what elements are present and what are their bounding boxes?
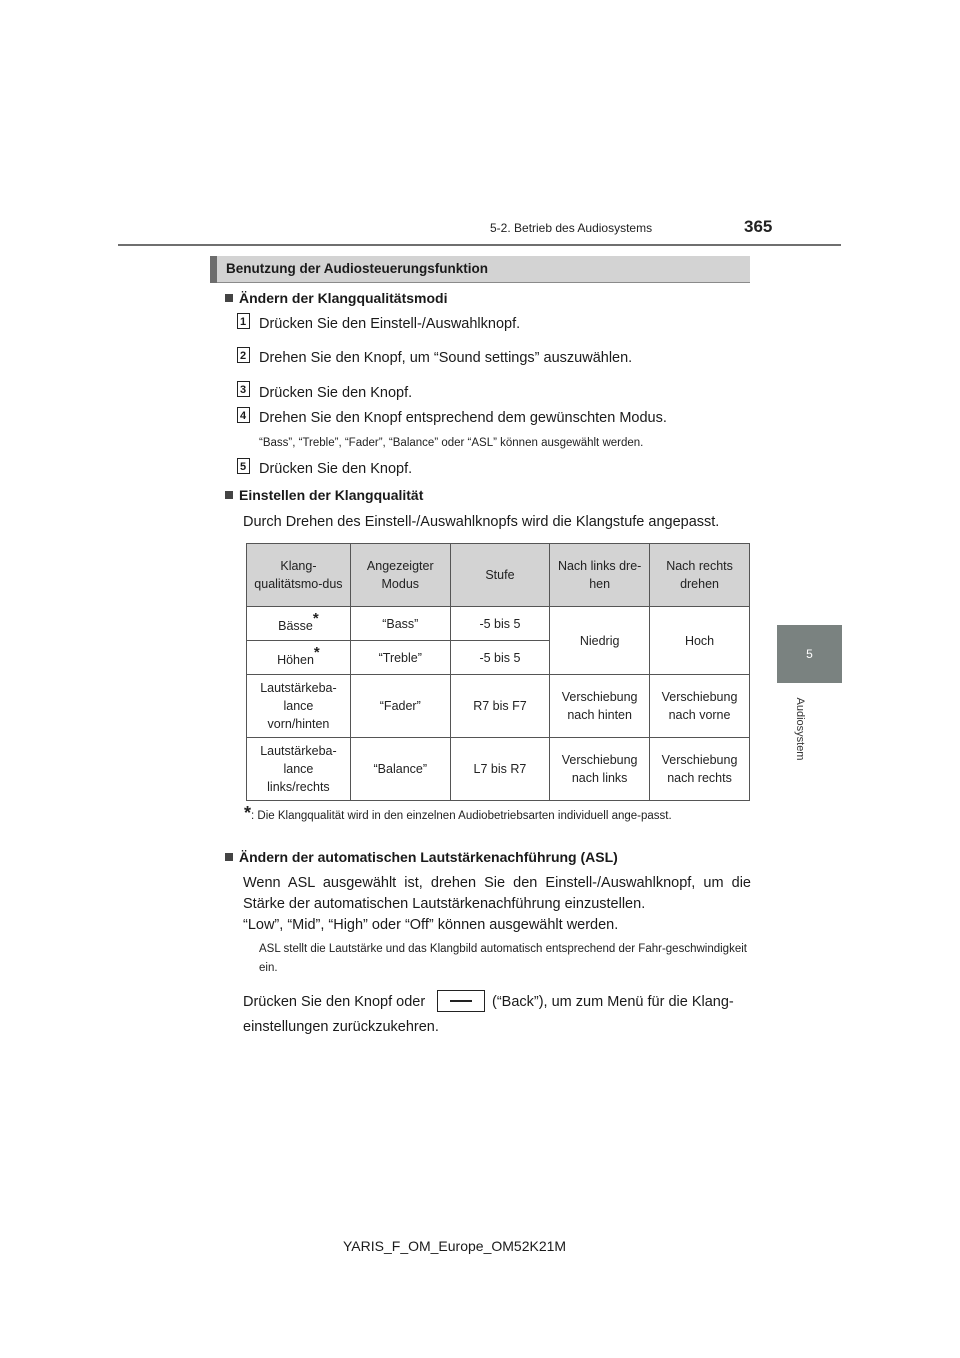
table-header-cell: Nach links dre-hen <box>550 544 650 607</box>
modes-note: “Bass”, “Treble”, “Fader”, “Balance” oder “ASL” können ausgewählt werden. <box>259 437 644 449</box>
table-cell: “Fader” <box>350 675 450 738</box>
table-cell: “Treble” <box>350 641 450 675</box>
sound-quality-description: Durch Drehen des Einstell-/Auswahlknopfs wird die Klangstufe angepasst. <box>243 514 720 530</box>
table-cell <box>247 641 351 675</box>
step-text-5: Drücken Sie den Knopf. <box>259 461 413 477</box>
table-cell: Lautstärkeba-lance vorn/hinten <box>247 675 351 738</box>
step-text-1: Drücken Sie den Einstell-/Auswahlknopf. <box>259 316 521 332</box>
table-header-cell: Klang-qualitätsmo-dus <box>247 544 351 607</box>
asl-note: ASL stellt die Lautstärke und das Klangbild automatisch entsprechend der Fahr-geschwindigkeit ein. <box>259 943 747 974</box>
bullet-square-icon <box>225 491 233 499</box>
sound-settings-table <box>246 543 750 801</box>
step-text-2: Drehen Sie den Knopf, um “Sound settings” auszuwählen. <box>259 350 633 366</box>
footnote-star: * <box>312 609 319 627</box>
table-row <box>247 675 750 738</box>
cell-text: Höhen <box>277 653 314 668</box>
footnote-star: * <box>244 803 252 823</box>
section-heading-marker <box>210 256 217 283</box>
step-number-1: 1 <box>237 313 250 329</box>
header-divider <box>118 244 841 246</box>
table-cell: Verschiebung nach rechts <box>650 738 750 801</box>
table-header-row <box>247 544 750 607</box>
table-cell <box>247 607 351 641</box>
cell-text: Bässe <box>278 619 313 634</box>
table-cell: R7 bis F7 <box>450 675 550 738</box>
table-cell: Lautstärkeba-lance links/rechts <box>247 738 351 801</box>
subheading-asl <box>225 849 618 865</box>
back-button-icon <box>437 990 485 1012</box>
header-section-title: 5-2. Betrieb des Audiosystems <box>490 221 653 235</box>
step-number-3: 3 <box>237 381 250 397</box>
section-heading-bar <box>210 256 750 283</box>
back-instruction-end: (“Back”), um zum Menü für die Klang- <box>492 994 734 1010</box>
table-cell: -5 bis 5 <box>450 607 550 641</box>
subheading-text: Einstellen der Klangqualität <box>239 487 424 503</box>
table-cell: Verschiebung nach vorne <box>650 675 750 738</box>
subheading-text: Ändern der automatischen Lautstärkenachführung (ASL) <box>239 849 618 865</box>
section-heading: Benutzung der Audiosteuerungsfunktion <box>226 261 488 276</box>
table-header-cell: Nach rechts drehen <box>650 544 750 607</box>
table-header-cell: Angezeigter Modus <box>350 544 450 607</box>
table-cell: -5 bis 5 <box>450 641 550 675</box>
chapter-tab: 5 <box>777 625 842 683</box>
table-header-cell: Stufe <box>450 544 550 607</box>
step-number-5: 5 <box>237 458 250 474</box>
step-number-4: 4 <box>237 407 250 423</box>
back-instruction-line2: einstellungen zurückzukehren. <box>243 1019 439 1035</box>
step-text-4: Drehen Sie den Knopf entsprechend dem gewünschten Modus. <box>259 410 667 426</box>
page-number: 365 <box>744 217 773 236</box>
document-code: YARIS_F_OM_Europe_OM52K21M <box>343 1238 567 1254</box>
table-row <box>247 607 750 641</box>
subheading-sound-quality <box>225 487 423 503</box>
back-instruction-start: Drücken Sie den Knopf oder <box>243 994 426 1010</box>
table-cell: “Balance” <box>350 738 450 801</box>
footnote-text: : Die Klangqualität wird in den einzelnen Audiobetriebsarten individuell ange-passt. <box>251 810 672 822</box>
table-cell: “Bass” <box>350 607 450 641</box>
subheading-text: Ändern der Klangqualitätsmodi <box>239 290 448 306</box>
table-footnote <box>244 804 750 825</box>
step-text-3: Drücken Sie den Knopf. <box>259 385 413 401</box>
asl-options: “Low”, “Mid”, “High” oder “Off” können ausgewählt werden. <box>243 917 619 933</box>
table-row <box>247 738 750 801</box>
table-cell: Verschiebung nach links <box>550 738 650 801</box>
bullet-square-icon <box>225 294 233 302</box>
step-number-2: 2 <box>237 347 250 363</box>
chapter-label-text: Audiosystem <box>794 697 806 761</box>
table-cell: L7 bis R7 <box>450 738 550 801</box>
chapter-label <box>790 693 804 773</box>
asl-description: Wenn ASL ausgewählt ist, drehen Sie den Einstell-/Auswahlknopf, um die Stärke der automatischen Lautstärkenachführung einzustellen. <box>243 875 751 912</box>
back-dash-icon <box>450 1000 472 1002</box>
table-cell: Niedrig <box>550 607 650 675</box>
table-cell: Verschiebung nach hinten <box>550 675 650 738</box>
table-cell: Hoch <box>650 607 750 675</box>
bullet-square-icon <box>225 853 233 861</box>
footnote-star: * <box>313 643 320 661</box>
subheading-sound-modes <box>225 290 447 306</box>
